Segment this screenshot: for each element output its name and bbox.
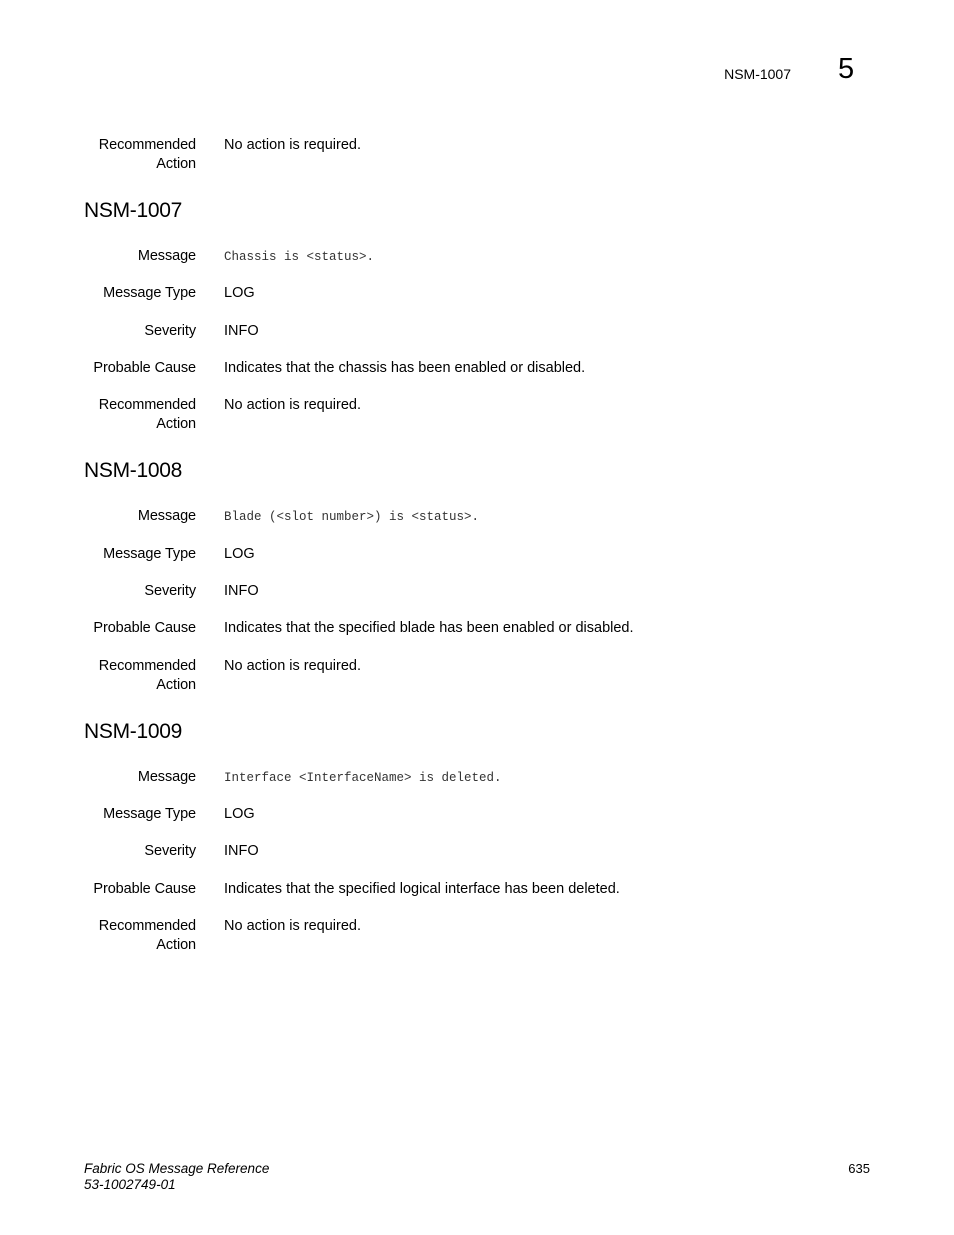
page-number: 635 xyxy=(848,1161,870,1176)
label-line-1: Recommended xyxy=(98,658,196,674)
probable-cause-value: Indicates that the chassis has been enabled or disabled. xyxy=(224,360,586,376)
severity-value: INFO xyxy=(224,843,259,859)
message-type-value: LOG xyxy=(224,546,255,562)
recommended-action-label xyxy=(70,396,196,434)
message-label: Message xyxy=(137,769,196,785)
message-label: Message xyxy=(137,508,196,524)
footer xyxy=(84,1161,269,1193)
recommended-action-value: No action is required. xyxy=(224,658,362,674)
section-title-nsm-1007: NSM-1007 xyxy=(84,199,182,222)
footer-document-number: 53-1002749-01 xyxy=(84,1177,176,1192)
severity-label: Severity xyxy=(144,843,196,859)
recommended-action-value: No action is required. xyxy=(224,137,362,153)
probable-cause-label: Probable Cause xyxy=(93,881,196,897)
label-line-2: Action xyxy=(156,416,196,432)
message-type-label: Message Type xyxy=(103,806,196,822)
recommended-action-value: No action is required. xyxy=(224,397,362,413)
message-type-value: LOG xyxy=(224,285,255,301)
section-title-nsm-1009: NSM-1009 xyxy=(84,720,182,743)
probable-cause-label: Probable Cause xyxy=(93,620,196,636)
label-line-1: Recommended xyxy=(98,397,196,413)
message-value: Interface <InterfaceName> is deleted. xyxy=(224,771,502,785)
recommended-action-label xyxy=(70,917,196,955)
message-label: Message xyxy=(137,248,196,264)
message-type-value: LOG xyxy=(224,806,255,822)
label-line-2: Action xyxy=(156,156,196,172)
label-line-1: Recommended xyxy=(98,918,196,934)
probable-cause-label: Probable Cause xyxy=(93,360,196,376)
message-type-label: Message Type xyxy=(103,546,196,562)
probable-cause-value: Indicates that the specified blade has been enabled or disabled. xyxy=(224,620,634,636)
message-value: Blade (<slot number>) is <status>. xyxy=(224,510,480,524)
severity-label: Severity xyxy=(144,323,196,339)
label-line-2: Action xyxy=(156,937,196,953)
message-type-label: Message Type xyxy=(103,285,196,301)
chapter-number: 5 xyxy=(838,53,855,85)
section-title-nsm-1008: NSM-1008 xyxy=(84,459,182,482)
severity-value: INFO xyxy=(224,583,259,599)
footer-document-title: Fabric OS Message Reference xyxy=(84,1161,270,1176)
recommended-action-label xyxy=(70,657,196,695)
running-header-section: NSM-1007 xyxy=(724,66,791,82)
probable-cause-value: Indicates that the specified logical interface has been deleted. xyxy=(224,881,620,897)
severity-label: Severity xyxy=(144,583,196,599)
recommended-action-label xyxy=(70,136,196,174)
message-value: Chassis is <status>. xyxy=(224,250,375,264)
label-line-1: Recommended xyxy=(98,137,196,153)
severity-value: INFO xyxy=(224,323,259,339)
label-line-2: Action xyxy=(156,677,196,693)
recommended-action-value: No action is required. xyxy=(224,918,362,934)
